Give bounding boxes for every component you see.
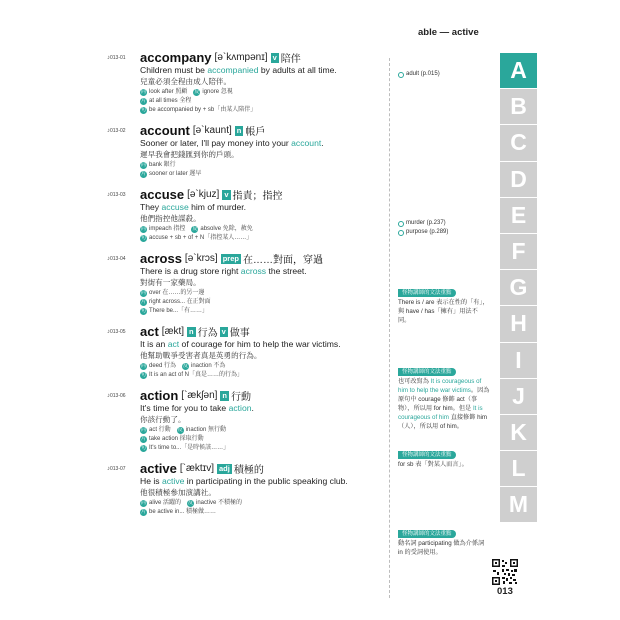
qr-code-icon[interactable] — [492, 559, 518, 585]
grammar-note-label: 怪物講師的文法重點 — [398, 368, 456, 376]
related-pattern: 句 accuse + sb + of + N「指控某人……」 — [140, 235, 253, 241]
tab-g[interactable]: G — [500, 270, 537, 305]
phonetic: [ə`kaunt] — [192, 125, 232, 136]
example-sentence: There is a drug store right across the street. — [140, 266, 307, 276]
entry-number: ♪013-04 — [107, 256, 126, 262]
entry-number: ♪013-03 — [107, 192, 126, 198]
grammar-note-text: 也可改寫為 It is courageous of him to help the war victims。因為原句中 courage 修飾 act（事物），所以用 for him。但是 It is courageous of him 直接修飾 him（人），所以用 of him。 — [398, 378, 490, 430]
alphabet-tabs — [500, 53, 537, 523]
tab-l[interactable]: L — [500, 451, 537, 486]
related-pattern: 句 It's time to...「是時候該……」 — [140, 445, 230, 451]
grammar-note-label: 怪物講師的文法重點 — [398, 289, 456, 297]
related-synonym: 同 over 在……的另一邊 — [140, 290, 205, 296]
part-of-speech: adj — [219, 463, 230, 473]
example-translation: 你該行動了。 — [140, 415, 186, 424]
example-sentence: Children must be accompanied by adults at all time. — [140, 65, 337, 75]
related-synonym: 同 look after 照顧 反 ignore 忽視 — [140, 89, 233, 95]
related-synonym: 同 act 行動 反 inaction 無行動 — [140, 427, 227, 433]
grammar-note-text: 動名詞 participating 做為介係詞 in 的受詞使用。 — [398, 540, 485, 556]
example-sentence: It is an act of courage for him to help the war victims. — [140, 339, 341, 349]
grammar-note-label: 怪物講師的文法重點 — [398, 530, 456, 538]
music-note-icon: ♪ — [107, 192, 110, 198]
grammar-note-active — [398, 530, 490, 557]
part-of-speech: prep — [222, 253, 239, 263]
tab-k[interactable]: K — [500, 415, 537, 450]
headword: accompany — [140, 50, 212, 65]
circle-icon — [398, 230, 404, 236]
entry-number: ♪013-01 — [107, 55, 126, 61]
entry-account — [107, 123, 390, 179]
headword: action — [140, 388, 179, 403]
circle-icon — [398, 72, 404, 78]
music-note-icon: ♪ — [107, 128, 110, 134]
grammar-note-label: 怪物講師的文法重點 — [398, 451, 456, 459]
music-note-icon: ♪ — [107, 466, 110, 472]
grammar-note-across — [398, 289, 490, 325]
grammar-note-text: for sb 表「對某人而言」。 — [398, 461, 468, 468]
example-translation: 兒童必須全程由成人陪伴。 — [140, 77, 232, 86]
example-sentence: He is active in participating in the public speaking club. — [140, 476, 348, 486]
music-note-icon: ♪ — [107, 55, 110, 61]
entry-action — [107, 388, 390, 453]
headword: account — [140, 123, 190, 138]
related-synonym: 同 impeach 指控 反 absolve 免除，赦免 — [140, 226, 253, 232]
grammar-note-action — [398, 451, 490, 469]
related-pattern: 句 be accompanied by + sb「由某人陪伴」 — [140, 107, 257, 113]
entry-act — [107, 324, 390, 380]
grammar-note-text: There is / are 表示在性的「有」，與 have / has「擁有」用法不同。 — [398, 299, 489, 324]
part-of-speech: v — [272, 52, 277, 62]
phonetic: [ə`krɔs] — [184, 253, 218, 264]
headword: across — [140, 251, 182, 266]
tab-d[interactable]: D — [500, 162, 537, 197]
chinese-meaning: 在……對面，穿過 — [242, 255, 323, 266]
chinese-meaning: 帳戶 — [245, 127, 266, 138]
music-note-icon: ♪ — [107, 393, 110, 399]
example-sentence: They accuse him of murder. — [140, 202, 247, 212]
part-of-speech: n — [222, 390, 228, 400]
part-of-speech: v — [224, 189, 229, 199]
part-of-speech-2: v — [221, 326, 226, 336]
grammar-note-act — [398, 368, 490, 431]
chinese-meaning: 行為 — [197, 328, 218, 339]
entry-across — [107, 251, 390, 316]
phonetic: [`æktɪv] — [179, 463, 214, 474]
related-phrase: 片 at all times 全程 — [140, 98, 192, 104]
related-phrase: 片 right across... 在正對面 — [140, 299, 211, 305]
chinese-meaning: 行動 — [231, 392, 252, 403]
example-translation: 他們指控他謀殺。 — [140, 214, 201, 223]
example-translation: 遲早我會把錢匯到你的戶頭。 — [140, 150, 239, 159]
tab-h[interactable]: H — [500, 306, 537, 341]
related-synonym: 同 alive 活躍的 反 inactive 不積極的 — [140, 500, 243, 506]
circle-icon — [398, 221, 404, 227]
tab-e[interactable]: E — [500, 198, 537, 233]
related-phrase: 片 be active in... 積極做…… — [140, 509, 217, 515]
phonetic: [ækt] — [161, 326, 185, 337]
related-synonym: 同 deed 行為 反 inaction 不為 — [140, 363, 226, 369]
headword: active — [140, 461, 177, 476]
example-sentence: Sooner or later, I'll pay money into your account. — [140, 138, 324, 148]
tab-i[interactable]: I — [500, 343, 537, 378]
music-note-icon: ♪ — [107, 329, 110, 335]
chinese-meaning-2: 做事 — [229, 328, 250, 339]
entry-number: ♪013-07 — [107, 466, 126, 472]
chinese-meaning: 指責；指控 — [232, 191, 283, 202]
example-sentence: It's time for you to take action. — [140, 403, 254, 413]
entry-number: ♪013-05 — [107, 329, 126, 335]
page-number: 013 — [497, 586, 513, 597]
related-phrase: 片 take action 採取行動 — [140, 436, 204, 442]
example-translation: 對街有一家藥局。 — [140, 278, 201, 287]
phonetic: [`ækʃən] — [181, 390, 218, 401]
part-of-speech: n — [189, 326, 194, 336]
tab-f[interactable]: F — [500, 234, 537, 269]
entry-number: ♪013-06 — [107, 393, 126, 399]
related-synonym: 同 bank 銀行 — [140, 162, 176, 168]
example-translation: 他很積極參加演講社。 — [140, 488, 216, 497]
tab-j[interactable]: J — [500, 379, 537, 414]
column-divider — [389, 58, 390, 598]
tab-c[interactable]: C — [500, 125, 537, 160]
music-note-icon: ♪ — [107, 256, 110, 262]
headword: act — [140, 324, 159, 339]
entry-accompany — [107, 50, 390, 115]
side-refs-accuse: murder (p.237) purpose (p.289) — [398, 219, 490, 237]
entry-active — [107, 461, 390, 517]
related-phrase: 片 sooner or later 遲早 — [140, 171, 202, 177]
chinese-meaning: 陪伴 — [280, 54, 301, 65]
related-pattern: 句 There be...「有……」 — [140, 308, 209, 314]
phonetic: [ə`kʌmpənɪ] — [214, 52, 268, 63]
tab-b[interactable]: B — [500, 89, 537, 124]
entry-list — [107, 50, 390, 525]
chinese-meaning: 積極的 — [233, 465, 264, 476]
side-ref-adult: adult (p.015) — [398, 70, 490, 79]
phonetic: [ə`kjuz] — [187, 189, 220, 200]
entry-accuse — [107, 187, 390, 243]
entry-number: ♪013-02 — [107, 128, 126, 134]
tab-a[interactable]: A — [500, 53, 537, 88]
related-pattern: 句 It is an act of N「真是……的行為」 — [140, 372, 244, 378]
part-of-speech: n — [236, 125, 242, 135]
example-translation: 他幫助戰爭受害者真是英勇的行為。 — [140, 351, 262, 360]
page-header: able — active — [418, 27, 479, 38]
tab-m[interactable]: M — [500, 487, 537, 522]
headword: accuse — [140, 187, 185, 202]
